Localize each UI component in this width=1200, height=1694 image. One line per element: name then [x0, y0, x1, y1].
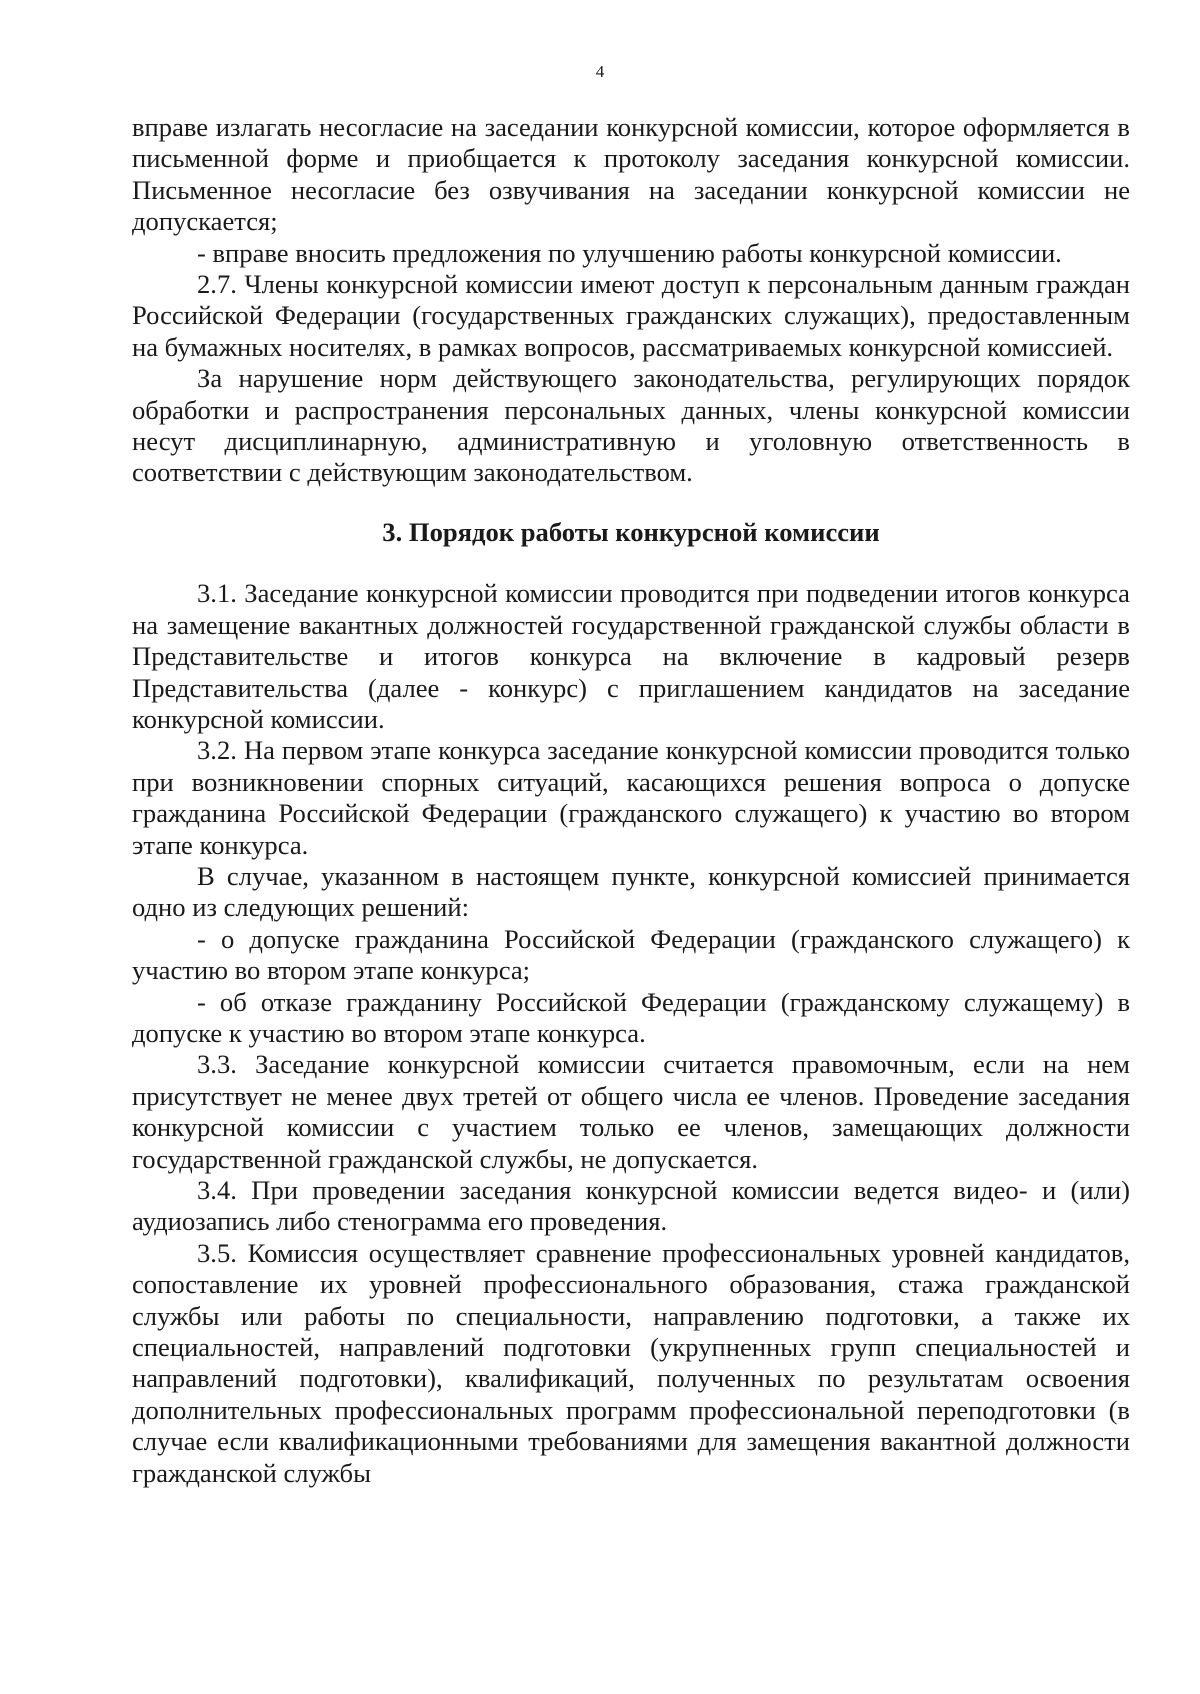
document-body [132, 112, 1130, 1489]
paragraph-right-to-disagree: вправе излагать несогласие на заседании конкурсной комиссии, которое оформляется в письменной форме и приобщается к протоколу заседания конкурсной комиссии. Письменное несогласие без озвучивания на заседании конкурсной комиссии не допускается; [132, 112, 1130, 237]
paragraph-3-4: 3.4. При проведении заседания конкурсной комиссии ведется видео- и (или) аудиозапись либо стенограмма его проведения. [132, 1175, 1130, 1237]
paragraph-3-1: 3.1. Заседание конкурсной комиссии проводится при подведении итогов конкурса на замещение вакантных должностей государственной гражданской службы области в Представительстве и итогов конкурса на включение в кадровый резерв Представительства (далее - конкурс) с приглашением кандидатов на заседание конкурсной комиссии. [132, 578, 1130, 734]
paragraph-2-7: 2.7. Члены конкурсной комиссии имеют доступ к персональным данным граждан Российской Федерации (государственных гражданских служащих), предоставленным на бумажных носителях, в рамках вопросов, рассматриваемых конкурсной комиссией. [132, 269, 1130, 362]
section-heading: 3. Порядок работы конкурсной комиссии [382, 516, 880, 547]
paragraph-3-3: 3.3. Заседание конкурсной комиссии считается правомочным, если на нем присутствует не менее двух третей от общего числа ее членов. Проведение заседания конкурсной комиссии с участием только ее членов, замещающих должности государственной гражданской службы, не допускается. [132, 1049, 1130, 1174]
paragraph-decision-admit: - о допуске гражданина Российской Федерации (гражданского служащего) к участию во втором этапе конкурса; [132, 923, 1130, 986]
page-number: 4 [595, 62, 605, 81]
paragraph-liability: За нарушение норм действующего законодательства, регулирующих порядок обработки и распространения персональных данных, члены конкурсной комиссии несут дисциплинарную, административную и уголовную ответственность в соответствии с действующим законодательством. [132, 363, 1130, 488]
paragraph-right-to-propose: - вправе вносить предложения по улучшению работы конкурсной комиссии. [197, 237, 1062, 268]
paragraph-decision-intro: В случае, указанном в настоящем пункте, конкурсной комиссией принимается одно из следующих решений: [132, 860, 1130, 923]
paragraph-3-2: 3.2. На первом этапе конкурса заседание конкурсной комиссии проводится только при возникновении спорных ситуаций, касающихся решения вопроса о допуске гражданина Российской Федерации (гражданского служащего) к участию во втором этапе конкурса. [132, 735, 1130, 860]
paragraph-3-5: 3.5. Комиссия осуществляет сравнение профессиональных уровней кандидатов, сопоставление их уровней профессионального образования, стажа гражданской службы или работы по специальности, направлению подготовки, а также их специальностей, направлений подготовки (укрупненных групп специальностей и направлений подготовки), квалификаций, полученных по результатам освоения дополнительных профессиональных программ профессиональной переподготовки (в случае если квалификационными требованиями для замещения вакантной должности гражданской службы [132, 1237, 1130, 1488]
paragraph-decision-refuse: - об отказе гражданину Российской Федерации (гражданскому служащему) в допуске к участию во втором этапе конкурса. [132, 986, 1130, 1048]
